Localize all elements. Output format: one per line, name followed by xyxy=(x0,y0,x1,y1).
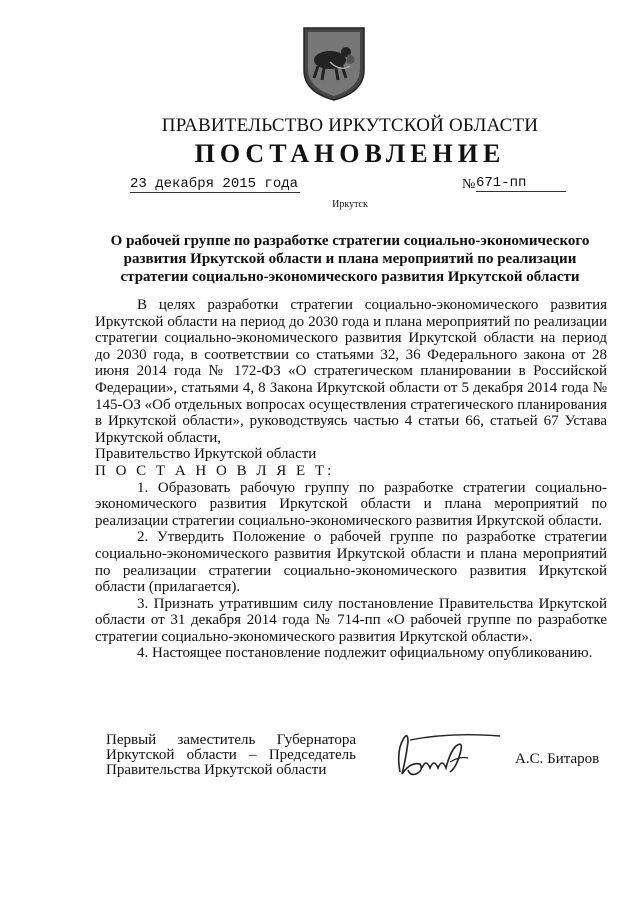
decree-item-2: 2. Утвердить Положение о рабочей группе по разработке стратегии социально-экономического развития Иркутской области и плана мероприятий по реализации стратегии социально-экономического развития Иркутской области (прилагается). xyxy=(95,529,607,596)
decree-item-3: 3. Признать утратившим силу постановление Правительства Иркутской области от 31 декабря 2014 года № 714-пп «О рабочей группе по разработке стратегии социально-экономического развития Иркутской области». xyxy=(95,595,607,645)
signatory-position-line: Первый заместитель Губернатора xyxy=(106,732,356,748)
decree-word: П О С Т А Н О В Л Я Е Т: xyxy=(95,462,335,479)
document-number: 671-пп xyxy=(476,176,566,192)
number-label: № xyxy=(462,177,476,192)
document-body xyxy=(95,297,607,662)
document-city: Иркутск xyxy=(332,199,368,210)
decree-item-4: 4. Настоящее постановление подлежит официальному опубликованию. xyxy=(137,645,593,662)
government-title: ПРАВИТЕЛЬСТВО ИРКУТСКОЙ ОБЛАСТИ xyxy=(161,115,539,136)
document-subject: О рабочей группе по разработке стратегии социально-экономического развития Иркутской области и плана мероприятий по реализации стратегии социально-экономического развития Иркутской области xyxy=(110,233,590,285)
signatory-position-line: Иркутской области – Председатель xyxy=(106,747,356,763)
preamble-paragraph: В целях разработки стратегии социально-экономического развития Иркутской области на период до 2030 года и плана мероприятий по реализации стратегии социально-экономического развития Иркутской области на период до 2030 года, в соответствии со статьями 32, 36 Федерального закона от 28 июня 2014 года № 172-ФЗ «О стратегическом планировании в Российской Федерации», статьями 4, 8 Закона Иркутской области от 5 декабря 2014 года № 145-ОЗ «Об отдельных вопросах осуществления стратегического планирования в Иркутской области», руководствуясь частью 4 статьи 66, статьей 67 Устава Иркутской области, xyxy=(95,297,607,446)
preamble-subject: Правительство Иркутской области xyxy=(95,446,317,463)
document-date: 23 декабря 2015 года xyxy=(130,176,299,192)
coat-of-arms-icon xyxy=(300,22,368,102)
signatory-position-line: Правительства Иркутской области xyxy=(106,762,327,778)
signatory-position xyxy=(106,733,356,778)
document-type: ПОСТАНОВЛЕНИЕ xyxy=(194,139,506,168)
date-underline xyxy=(130,192,300,193)
signatory-name: А.С. Битаров xyxy=(515,751,600,767)
handwritten-signature-icon xyxy=(390,728,510,784)
decree-item-1: 1. Образовать рабочую группу по разработке стратегии социально-экономического развития Иркутской области и плана мероприятий по реализации стратегии социально-экономического развития Иркутской области. xyxy=(95,479,607,529)
